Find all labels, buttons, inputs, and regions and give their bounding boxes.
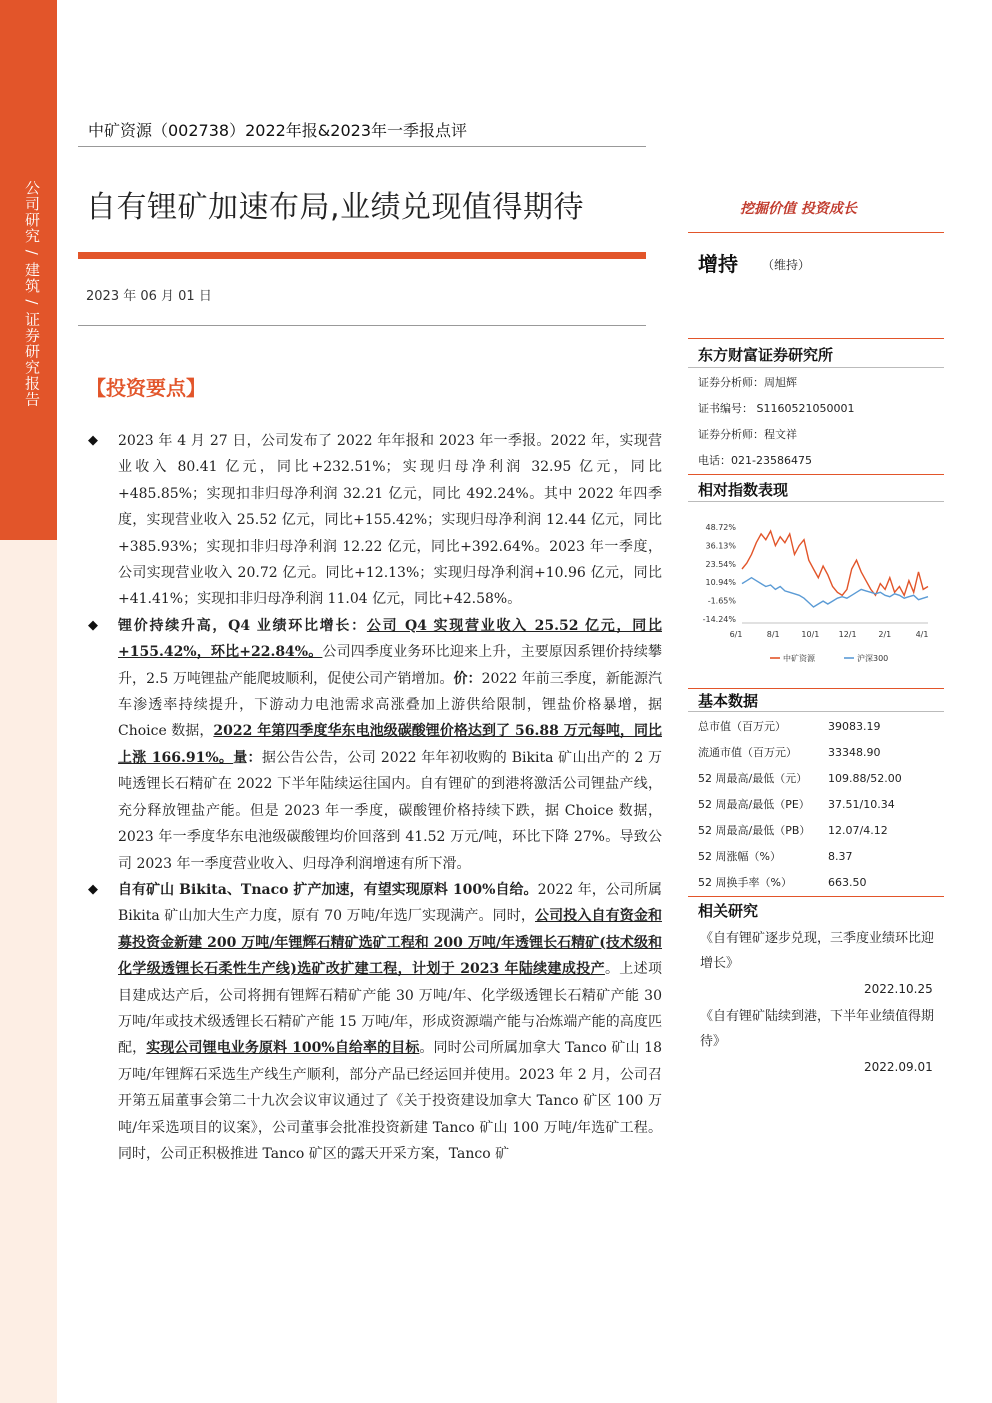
basic-data-table bbox=[698, 713, 902, 895]
research-divider bbox=[688, 896, 944, 897]
certificate-number: 证书编号： S1160521050001 bbox=[698, 402, 855, 415]
rating: 增持 bbox=[698, 252, 738, 276]
institute-divider bbox=[688, 338, 944, 339]
analyst-1: 证券分析师：周旭辉 bbox=[698, 376, 797, 389]
related-research-date: 2022.09.01 bbox=[864, 1060, 933, 1074]
chart-heading-underline bbox=[688, 501, 944, 502]
basic-data-heading: 基本数据 bbox=[698, 692, 759, 710]
title-divider bbox=[78, 252, 646, 259]
y-tick-label: -14.24% bbox=[702, 615, 736, 624]
list-item: ◆ 自有矿山 Bikita、Tnaco 扩产加速，有望实现原料 100%自给。2022 年，公司所属 Bikita 矿山加大生产力度，原有 70 万吨/年选厂实现满产。同时，公司投入自有资金和募投资金新建 200 万吨/年锂辉石精矿选矿工程和 200 万吨/年透锂长石精矿(技术级和化学级透锂长石柔性生产线)选矿改扩建工程，计划于 2023 年陆续建成投产。上述项目建成达产后，公司将拥有锂辉石精矿产能 30 万吨/年、化学级透锂长石精矿产能 30 万吨/年或技术级透锂长石精矿产能 15 万吨/年，形成资源端产能与冶炼端产能的高度匹配，实现公司锂电业务原料 100%自给率的目标。同时公司所属加拿大 Tanco 矿山 18 万吨/年锂辉石采选生产线生产顺利，部分产品已经运回并使用。2023 年 2 月，公司召开第五届董事会第二十九次会议审议通过了《关于投资建设加拿大 Tanco 矿区 100 万吨/年采选项目的议案》，公司董事会批准投资新建 Tanco 矿山 100 万吨/年选矿工程。同时，公司正积极推进 Tanco 矿区的露天开采方案，Tanco 矿 bbox=[86, 877, 662, 1167]
legend-label: 中矿资源 bbox=[783, 654, 815, 663]
x-tick-label: 4/1 bbox=[915, 630, 929, 639]
table-row: 总市值（百万元） 39083.19 bbox=[698, 719, 881, 733]
chart-divider bbox=[688, 474, 944, 475]
related-research-heading: 相关研究 bbox=[698, 902, 759, 920]
institute-underline bbox=[688, 367, 944, 368]
chart-heading: 相对指数表现 bbox=[698, 481, 789, 499]
diamond-bullet-icon: ◆ bbox=[88, 617, 98, 633]
date-divider bbox=[78, 325, 646, 326]
analyst-2: 证券分析师：程文祥 bbox=[698, 428, 797, 441]
slogan: 挖掘价值 投资成长 bbox=[740, 201, 857, 217]
table-row: 52 周涨幅（%） 8.37 bbox=[698, 849, 853, 863]
phone: 电话：021-23586475 bbox=[698, 454, 812, 467]
related-research-date: 2022.10.25 bbox=[864, 982, 933, 996]
y-tick-label: 36.13% bbox=[705, 541, 736, 551]
x-tick-label: 8/1 bbox=[766, 630, 780, 639]
table-row: 52 周最高/最低（PB） 12.07/4.12 bbox=[698, 823, 888, 837]
y-tick-label: 10.94% bbox=[705, 578, 736, 588]
x-tick-label: 6/1 bbox=[729, 630, 743, 639]
relative-index-chart bbox=[700, 515, 936, 675]
sidebar-category-label: 公司研究 / 建筑 / 证券研究报告 bbox=[23, 180, 41, 408]
x-tick-label: 2/1 bbox=[878, 630, 892, 639]
rating-status: （维持） bbox=[762, 258, 811, 272]
page-title: 自有锂矿加速布局,业绩兑现值得期待 bbox=[86, 190, 585, 225]
y-tick-label: -1.65% bbox=[707, 596, 736, 606]
x-tick-label: 12/1 bbox=[838, 630, 857, 639]
investment-points bbox=[86, 428, 662, 1167]
diamond-bullet-icon: ◆ bbox=[88, 881, 98, 897]
y-tick-label: 23.54% bbox=[705, 559, 736, 569]
related-research-item: 《自有锂矿陆续到港，下半年业绩值得期待》 bbox=[700, 1009, 935, 1049]
institute-name: 东方财富证券研究所 bbox=[698, 346, 834, 364]
series-line-index bbox=[742, 578, 928, 607]
legend-label: 沪深300 bbox=[857, 654, 889, 663]
table-row: 52 周换手率（%） 663.50 bbox=[698, 875, 867, 889]
table-row: 52 周最高/最低（元） 109.88/52.00 bbox=[698, 771, 902, 785]
basic-divider bbox=[688, 688, 944, 689]
related-research-item: 《自有锂矿逐步兑现，三季度业绩环比迎增长》 bbox=[700, 931, 935, 971]
header-divider bbox=[78, 146, 646, 147]
list-item: ◆ 锂价持续升高，Q4 业绩环比增长：公司 Q4 实现营业收入 25.52 亿元，同比+155.42%，环比+22.84%。公司四季度业务环比迎来上升，主要原因系锂价持续攀升，2.5 万吨锂盐产能爬坡顺利，促使公司产销增加。价：2022 年前三季度，新能源汽车渗透率持续提升，下游动力电池需求高涨叠加上游供给限制，锂盐价格暴增，据 Choice 数据，2022 年第四季度华东电池级碳酸锂价格达到了 56.88 万元每吨，同比上涨 166.91%。量：据公告公告，公司 2022 年年初收购的 Bikita 矿山出产的 2 万吨透锂长石精矿在 2022 下半年陆续运往国内。自有锂矿的到港将激活公司锂盐产线，充分释放锂盐产能。但是 2023 年一季度，碳酸锂价格持续下跌，据 Choice 数据，2023 年一季度华东电池级碳酸锂均价回落到 41.52 万元/吨，环比下降 27%。导致公司 2023 年一季度营业收入、归母净利润增速有所下滑。 bbox=[86, 613, 662, 877]
list-item: ◆ 2023 年 4 月 27 日，公司发布了 2022 年年报和 2023 年一季报。2022 年，实现营业收入 80.41 亿元，同比+232.51%；实现归母净利润 32.95 亿元，同比+485.85%；实现扣非归母净利润 32.21 亿元，同比 492.24%。其中 2022 年四季度，实现营业收入 25.52 亿元，同比+155.42%；实现归母净利润 12.44 亿元，同比+385.93%；实现扣非归母净利润 12.22 亿元，同比+392.64%。2023 年一季度，公司实现营业收入 20.72 亿元。同比+12.13%；实现归母净利润+10.96 亿元，同比+41.41%；实现扣非归母净利润 11.04 亿元，同比+42.58%。 bbox=[86, 428, 662, 613]
x-tick-label: 10/1 bbox=[801, 630, 820, 639]
report-date: 2023 年 06 月 01 日 bbox=[86, 289, 212, 304]
basic-heading-underline bbox=[688, 711, 944, 712]
table-row: 流通市值（百万元） 33348.90 bbox=[698, 745, 881, 759]
slogan-divider bbox=[688, 232, 944, 233]
y-tick-label: 48.72% bbox=[705, 523, 736, 532]
section-heading: 【投资要点】 bbox=[86, 376, 206, 400]
diamond-bullet-icon: ◆ bbox=[88, 433, 98, 448]
sidebar bbox=[0, 0, 57, 1403]
table-row: 52 周最高/最低（PE） 37.51/10.34 bbox=[698, 797, 895, 811]
report-name: 中矿资源（002738）2022年报&2023年一季报点评 bbox=[88, 121, 467, 140]
